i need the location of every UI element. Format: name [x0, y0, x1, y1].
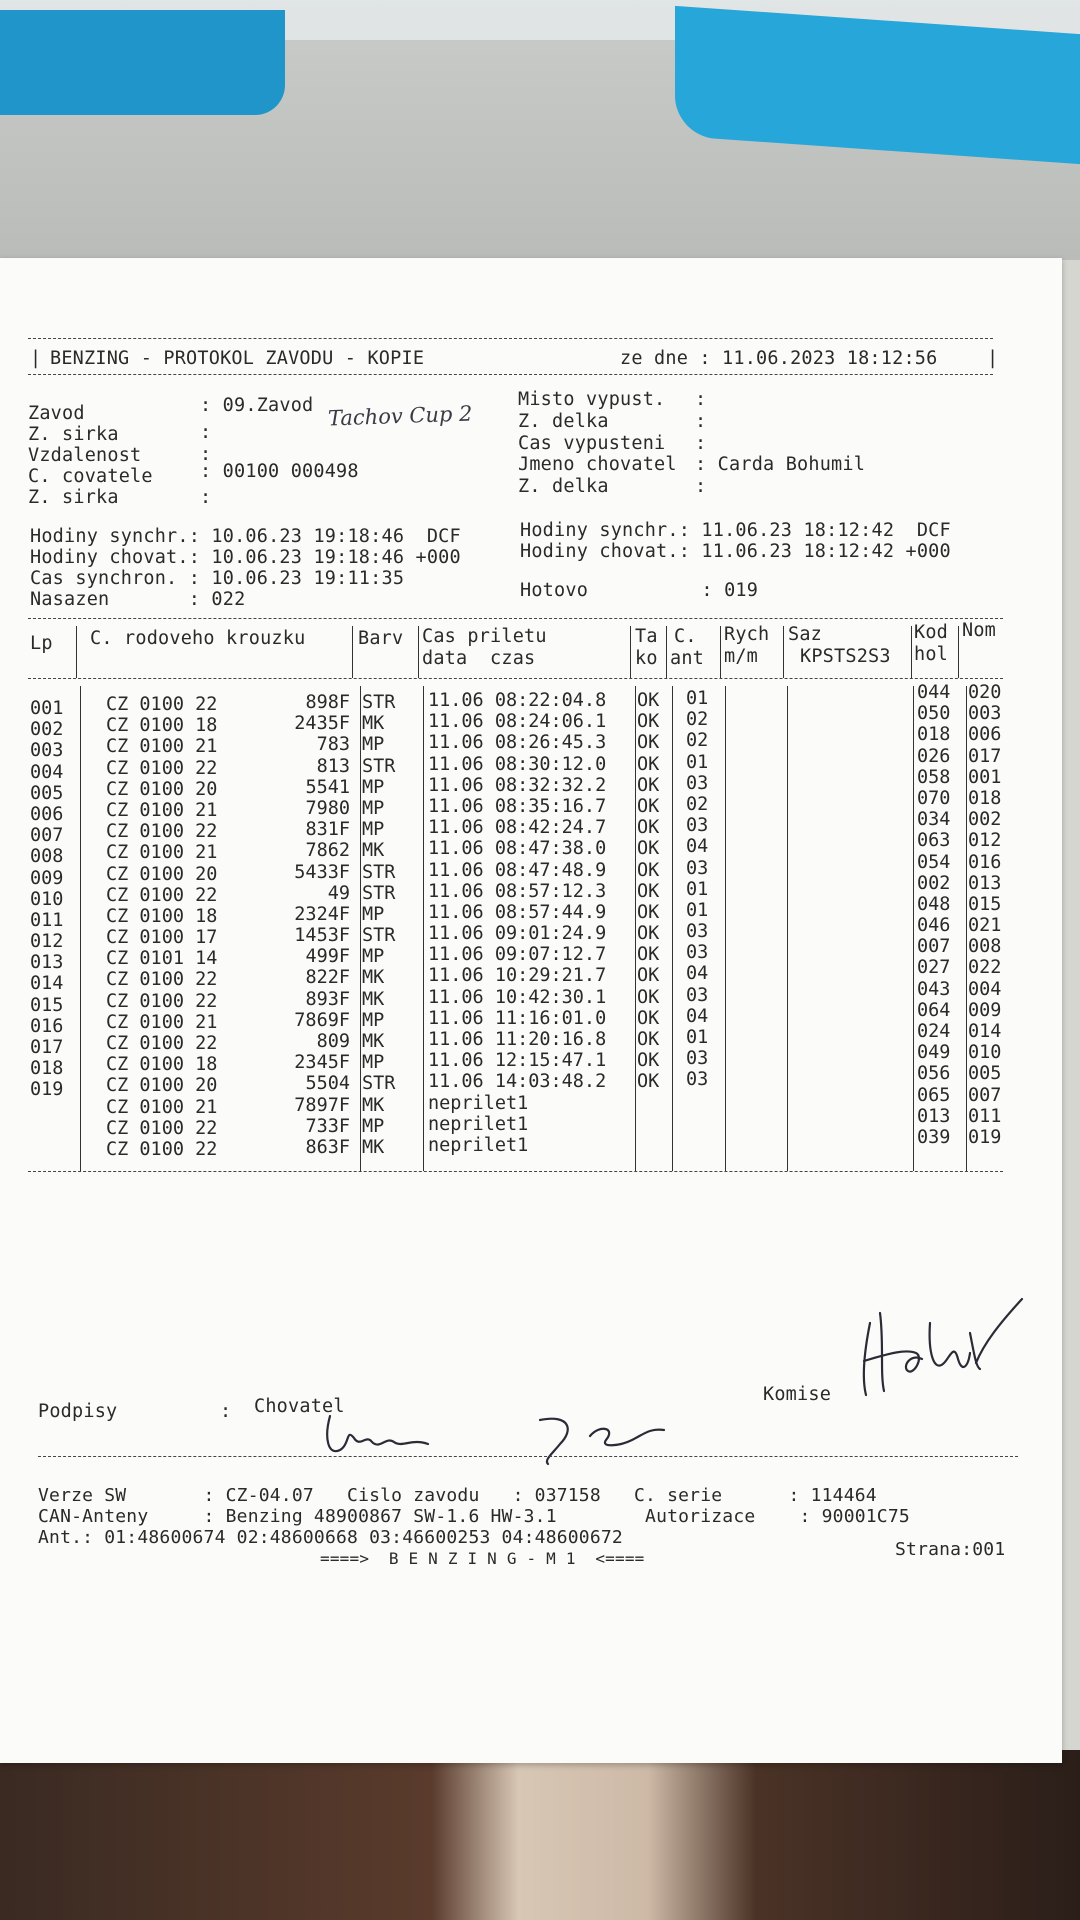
cell-num: 2324F [294, 903, 350, 925]
cell-ant: 01 [686, 878, 709, 900]
cell-ring: CZ 0100 21 [106, 799, 218, 821]
header-saz-sub: KPSTS2S3 [800, 646, 891, 667]
cell-cas: 11.06 08:42:24.7 [428, 817, 607, 839]
cell-lp: 012 [30, 931, 64, 953]
cell-ta: OK [637, 923, 660, 945]
komise-signature [850, 1283, 1030, 1403]
cell-cas: 11.06 08:35:16.7 [428, 795, 607, 817]
hotovo-line: Hotovo : 019 [520, 580, 759, 601]
header-top-rule [28, 338, 993, 339]
cell-barv: MK [362, 1136, 385, 1158]
col-divider [966, 686, 967, 1171]
cell-kod: 064 [917, 999, 951, 1021]
info-value: : [695, 411, 707, 432]
cell-ant: 03 [686, 921, 709, 943]
cell-lp: 013 [30, 952, 64, 974]
cell-ant [686, 1091, 708, 1112]
cell-barv: MK [362, 840, 385, 862]
cell-num: 863F [305, 1136, 350, 1158]
cell-ant: 03 [686, 772, 709, 794]
cell-kod: 026 [917, 745, 951, 767]
info-value: : [200, 487, 212, 508]
cell-lp: 015 [30, 994, 64, 1016]
column-ring [106, 694, 217, 1160]
cell-num: 831F [305, 819, 350, 841]
cell-nom: 006 [968, 724, 1002, 746]
cell-cas: 11.06 08:32:32.2 [428, 774, 607, 796]
header-date: ze dne : 11.06.2023 18:12:56 [620, 348, 938, 369]
cell-barv: MK [362, 1094, 385, 1116]
cell-num: 1453F [294, 925, 350, 947]
cell-num: 893F [305, 988, 350, 1010]
cell-ring: CZ 0101 14 [106, 948, 218, 970]
cell-num: 7897F [294, 1094, 350, 1116]
info-label: C. covatele [28, 466, 153, 487]
cell-cas: neprilet1 [428, 1113, 529, 1135]
col-divider [666, 626, 667, 678]
info-value: : 00100 000498 [200, 461, 359, 482]
footer-rule [38, 1456, 1018, 1457]
header-c: C. [674, 626, 697, 647]
cell-barv: MK [362, 1031, 385, 1052]
col-divider [720, 626, 721, 678]
info-value: : Carda Bohumil [695, 454, 866, 475]
cell-cas: 11.06 10:29:21.7 [428, 965, 607, 987]
cell-cas: 11.06 08:24:06.1 [428, 711, 607, 733]
cell-nom: 012 [968, 830, 1002, 852]
cell-ring: CZ 0100 20 [106, 1075, 218, 1097]
protocol-paper [0, 258, 1062, 1763]
cell-nom: 010 [968, 1042, 1002, 1064]
cell-barv: MK [362, 967, 385, 989]
cell-nom: 002 [968, 809, 1002, 831]
cell-num: 2435F [294, 713, 350, 735]
cell-ta: OK [637, 1007, 660, 1029]
cell-ring: CZ 0100 21 [106, 1011, 218, 1033]
cell-kod: 049 [917, 1042, 951, 1064]
header-cas-sub: data czas [422, 648, 536, 669]
page-number: Strana:001 [895, 1539, 1006, 1560]
cell-num: 5433F [294, 861, 350, 883]
col-divider [725, 686, 726, 1171]
cell-num: 813 [316, 755, 350, 777]
cell-barv: MP [362, 819, 385, 841]
cell-nom: 017 [968, 745, 1002, 767]
podpisy-label: Podpisy [38, 1401, 118, 1422]
cell-ant: 01 [686, 899, 709, 921]
cell-barv: MP [362, 797, 385, 819]
cell-num: 7980 [305, 797, 350, 819]
info-value: : [695, 389, 707, 410]
info-label: Vzdalenost [28, 445, 142, 466]
table-header-rule [28, 678, 1003, 679]
cell-cas: 11.06 09:07:12.7 [428, 944, 607, 966]
header-c-sub: ant [670, 648, 705, 669]
cell-lp: 009 [30, 867, 64, 889]
cell-lp: 003 [30, 740, 64, 762]
col-divider [783, 626, 784, 678]
cell-ring: CZ 0100 22 [106, 1117, 218, 1139]
cell-ring: CZ 0100 22 [106, 884, 218, 906]
sync-line: Hodiny chovat.: 11.06.23 18:12:42 +000 [520, 541, 951, 562]
header-ta-sub: ko [635, 648, 658, 669]
column-lp [30, 698, 63, 1164]
cell-ant: 04 [686, 963, 709, 985]
cell-ring: CZ 0100 21 [106, 842, 218, 864]
cell-lp: 007 [30, 825, 64, 847]
cell-nom: 005 [968, 1063, 1002, 1085]
cell-num: 5541 [305, 776, 350, 798]
cell-lp: 008 [30, 846, 64, 868]
footer-line: CAN-Anteny : Benzing 48900867 SW-1.6 HW-3.1 Autorizace : 90001C75 [38, 1506, 910, 1527]
cell-ta: OK [637, 859, 660, 881]
cell-ta: OK [637, 753, 660, 775]
cell-num: 7869F [294, 1009, 350, 1031]
header-nom: Nom [962, 620, 997, 641]
cell-ta: OK [637, 774, 660, 796]
cell-nom: 011 [968, 1105, 1002, 1127]
col-divider [360, 686, 361, 1171]
header-kod: Kod [914, 622, 949, 643]
cell-ring: CZ 0100 21 [106, 1096, 218, 1118]
cell-nom: 014 [968, 1021, 1002, 1042]
cell-num: 7862 [305, 840, 350, 862]
header-kod-sub: hol [914, 644, 949, 665]
column-kod [917, 682, 950, 1148]
cell-ta [637, 1135, 659, 1156]
cell-barv: STR [362, 861, 396, 883]
header-barv: Barv [358, 628, 404, 649]
column-cas [428, 690, 606, 1156]
cell-nom: 009 [968, 999, 1002, 1021]
cell-cas: 11.06 11:20:16.8 [428, 1029, 607, 1050]
cell-ant: 03 [686, 1048, 709, 1070]
cell-cas: 11.06 09:01:24.9 [428, 923, 607, 945]
info-value: : 09.Zavod [200, 395, 314, 416]
cell-ta: OK [637, 711, 660, 733]
sync-line: Hodiny synchr.: 11.06.23 18:12:42 DCF [520, 520, 951, 541]
cell-ant: 01 [686, 751, 709, 773]
cell-kod: 048 [917, 893, 951, 915]
col-divider [635, 686, 636, 1171]
cell-ant: 01 [686, 688, 709, 709]
cell-kod: 043 [917, 978, 951, 1000]
cell-ring: CZ 0100 21 [106, 736, 218, 758]
cell-kod: 027 [917, 957, 951, 979]
cell-num: 499F [305, 946, 350, 968]
cell-barv: MP [362, 734, 385, 756]
cell-num: 49 [327, 882, 350, 904]
cell-kod: 063 [917, 830, 951, 852]
col-divider [787, 686, 788, 1171]
header-lp: Lp [30, 633, 53, 654]
cell-ta: OK [637, 795, 660, 817]
cell-ta [637, 1093, 659, 1114]
cell-ring: CZ 0100 17 [106, 927, 218, 949]
cell-lp: 006 [30, 803, 64, 825]
info-label: Z. delka [518, 411, 609, 432]
cell-kod: 039 [917, 1126, 951, 1148]
cell-ta [637, 1114, 659, 1135]
cell-ant: 03 [686, 815, 709, 837]
info-value: : [200, 444, 212, 465]
cell-num: 2345F [294, 1052, 350, 1074]
cell-nom: 018 [968, 787, 1002, 809]
cell-kod: 058 [917, 766, 951, 788]
cell-cas: 11.06 14:03:48.2 [428, 1071, 607, 1093]
cell-ant: 03 [686, 857, 709, 879]
cell-ta: OK [637, 690, 660, 711]
cell-cas: 11.06 08:30:12.0 [428, 753, 607, 775]
header-ta: Ta [635, 626, 658, 647]
sync-line: Cas synchron. : 10.06.23 19:11:35 [30, 568, 405, 589]
cell-kod: 054 [917, 851, 951, 873]
cell-ta: OK [637, 965, 660, 987]
cell-cas: 11.06 11:16:01.0 [428, 1007, 607, 1029]
cell-ant: 02 [686, 709, 709, 731]
info-label: Jmeno chovatel [518, 454, 677, 475]
cell-ant: 02 [686, 730, 709, 752]
cell-ring: CZ 0100 18 [106, 1054, 218, 1076]
cell-barv: MP [362, 776, 385, 798]
header-left-bar: | [30, 348, 42, 369]
cell-ta: OK [637, 1071, 660, 1093]
cell-ant: 04 [686, 836, 709, 858]
col-divider [423, 686, 424, 1171]
col-divider [630, 626, 631, 678]
podpisy-colon: : [220, 1401, 232, 1422]
info-label: Cas vypusteni [518, 433, 666, 454]
cell-num: 822F [305, 967, 350, 989]
cell-ring: CZ 0100 20 [106, 778, 218, 800]
cell-ant [686, 1112, 708, 1133]
cell-lp: 004 [30, 761, 64, 783]
cell-barv: STR [362, 925, 396, 947]
cell-kod: 002 [917, 872, 951, 894]
info-value: : [200, 422, 212, 443]
cell-kod: 007 [917, 936, 951, 958]
cell-ta: OK [637, 838, 660, 860]
cell-barv: MP [362, 1115, 385, 1137]
cell-num: 809 [316, 1031, 350, 1052]
cell-kod: 024 [917, 1021, 951, 1042]
cell-ant: 01 [686, 1027, 709, 1048]
cell-barv: STR [362, 692, 396, 713]
cell-barv: MP [362, 946, 385, 968]
cell-kod: 046 [917, 915, 951, 937]
cell-ring: CZ 0100 22 [106, 757, 218, 779]
cell-lp: 010 [30, 888, 64, 910]
table-top-rule [28, 618, 1003, 619]
cell-ta: OK [637, 986, 660, 1008]
cell-lp: 019 [30, 1079, 64, 1101]
sync-line: Hodiny synchr.: 10.06.23 19:18:46 DCF [30, 526, 461, 547]
cell-ring: CZ 0100 22 [106, 1033, 218, 1054]
cell-num: 783 [316, 734, 350, 756]
blue-object-left [0, 10, 285, 115]
cell-ring: CZ 0100 18 [106, 905, 218, 927]
info-label: Zavod [28, 403, 85, 424]
cell-nom: 015 [968, 893, 1002, 915]
col-divider [352, 626, 353, 678]
cell-num: 898F [305, 692, 350, 713]
cell-barv: MP [362, 1009, 385, 1031]
info-value: : [695, 433, 707, 454]
cell-kod: 018 [917, 724, 951, 746]
cell-ring: CZ 0100 18 [106, 715, 218, 737]
cell-kod: 034 [917, 809, 951, 831]
col-divider [672, 686, 673, 1171]
cell-kod: 013 [917, 1105, 951, 1127]
cell-lp [30, 1101, 63, 1122]
info-label: Z. sirka [28, 424, 119, 445]
cell-nom: 021 [968, 915, 1002, 937]
cell-ant: 03 [686, 984, 709, 1006]
cell-kod: 070 [917, 787, 951, 809]
cell-kod: 044 [917, 682, 951, 703]
table-bottom-rule [28, 1171, 1003, 1172]
header-cas: Cas priletu [422, 626, 547, 647]
sync-line: Nasazen : 022 [30, 589, 246, 610]
cell-ring: CZ 0100 22 [106, 694, 218, 715]
cell-nom: 003 [968, 703, 1002, 725]
cell-kod: 056 [917, 1063, 951, 1085]
column-barv [362, 692, 395, 1158]
cell-lp [30, 1143, 63, 1164]
cell-lp: 014 [30, 973, 64, 995]
cell-cas: neprilet1 [428, 1092, 529, 1114]
handwritten-race-name: Tachov Cup 2 [327, 401, 473, 431]
column-ring-number [270, 692, 350, 1158]
cell-cas: 11.06 08:26:45.3 [428, 732, 607, 754]
header-ring: C. rodoveho krouzku [90, 628, 306, 649]
cell-barv: MP [362, 903, 385, 925]
cell-cas: 11.06 08:22:04.8 [428, 690, 607, 711]
cell-nom: 001 [968, 766, 1002, 788]
cell-ta: OK [637, 817, 660, 839]
footer-line: Verze SW : CZ-04.07 Cislo zavodu : 037158 C. serie : 114464 [38, 1485, 877, 1506]
komise-label: Komise [763, 1384, 832, 1405]
info-value: : [695, 476, 707, 497]
cell-nom: 019 [968, 1126, 1002, 1148]
cell-ta: OK [637, 732, 660, 754]
cell-ant: 02 [686, 793, 709, 815]
col-divider [911, 626, 912, 678]
cell-lp: 005 [30, 782, 64, 804]
header-bottom-rule [28, 374, 993, 375]
col-divider [913, 686, 914, 1171]
info-label: Misto vypust. [518, 389, 666, 410]
cell-kod: 050 [917, 703, 951, 725]
cell-nom: 016 [968, 851, 1002, 873]
col-divider [418, 626, 419, 678]
cell-ant: 03 [686, 1069, 709, 1091]
cell-barv: STR [362, 1073, 396, 1095]
cell-ring: CZ 0100 22 [106, 1138, 218, 1160]
cell-cas: 11.06 08:47:48.9 [428, 859, 607, 881]
cell-barv: MK [362, 713, 385, 735]
column-ta [637, 690, 659, 1156]
cell-ta: OK [637, 1029, 660, 1050]
cell-cas: 11.06 08:57:12.3 [428, 880, 607, 902]
header-rych-sub: m/m [724, 646, 759, 667]
cell-lp: 011 [30, 909, 64, 931]
cell-num: 5504 [305, 1073, 350, 1095]
col-divider [958, 626, 959, 678]
cell-ring: CZ 0100 22 [106, 821, 218, 843]
cell-cas: 11.06 08:57:44.9 [428, 901, 607, 923]
cell-barv: MP [362, 1052, 385, 1074]
cell-cas: 11.06 12:15:47.1 [428, 1050, 607, 1072]
cell-barv: MK [362, 988, 385, 1010]
cell-nom: 020 [968, 682, 1002, 703]
info-label: Z. sirka [28, 487, 119, 508]
header-right-bar: | [987, 348, 999, 369]
cell-lp [30, 1122, 63, 1143]
cell-cas: 11.06 08:47:38.0 [428, 838, 607, 860]
cell-ring: CZ 0100 22 [106, 969, 218, 991]
cell-barv: STR [362, 755, 396, 777]
cell-nom: 008 [968, 936, 1002, 958]
header-saz: Saz [788, 624, 823, 645]
sync-line: Hodiny chovat.: 10.06.23 19:18:46 +000 [30, 547, 461, 568]
second-signature [530, 1410, 670, 1470]
background-floor [0, 1750, 1080, 1920]
col-divider [80, 686, 81, 1171]
cell-kod: 065 [917, 1084, 951, 1106]
cell-lp: 002 [30, 719, 64, 741]
cell-ring: CZ 0100 22 [106, 990, 218, 1012]
chovatel-signature [320, 1408, 440, 1468]
cell-lp: 016 [30, 1015, 64, 1037]
cell-nom: 022 [968, 957, 1002, 979]
cell-cas: neprilet1 [428, 1134, 529, 1156]
header-rych: Rych [724, 624, 770, 645]
cell-lp: 001 [30, 698, 64, 719]
cell-nom: 007 [968, 1084, 1002, 1106]
column-ant [686, 688, 708, 1154]
cell-cas: 11.06 10:42:30.1 [428, 986, 607, 1008]
col-divider [76, 626, 77, 678]
cell-nom: 004 [968, 978, 1002, 1000]
info-label: Z. delka [518, 476, 609, 497]
header-title: BENZING - PROTOKOL ZAVODU - KOPIE [50, 348, 425, 369]
cell-ant [686, 1133, 708, 1154]
column-nom [968, 682, 1001, 1148]
cell-nom: 013 [968, 872, 1002, 894]
cell-ta: OK [637, 880, 660, 902]
footer-line: Ant.: 01:48600674 02:48600668 03:46600253 04:48600672 [38, 1527, 623, 1548]
cell-barv: STR [362, 882, 396, 904]
chovatel-label: Chovatel [254, 1396, 345, 1417]
cell-ta: OK [637, 901, 660, 923]
cell-ring: CZ 0100 20 [106, 863, 218, 885]
cell-ant: 04 [686, 1005, 709, 1027]
cell-lp: 018 [30, 1058, 64, 1080]
footer-brand: ====> B E N Z I N G - M 1 <==== [320, 1549, 645, 1568]
cell-ant: 03 [686, 942, 709, 964]
cell-num: 733F [305, 1115, 350, 1137]
cell-ta: OK [637, 944, 660, 966]
cell-ta: OK [637, 1050, 660, 1072]
cell-lp: 017 [30, 1037, 64, 1058]
